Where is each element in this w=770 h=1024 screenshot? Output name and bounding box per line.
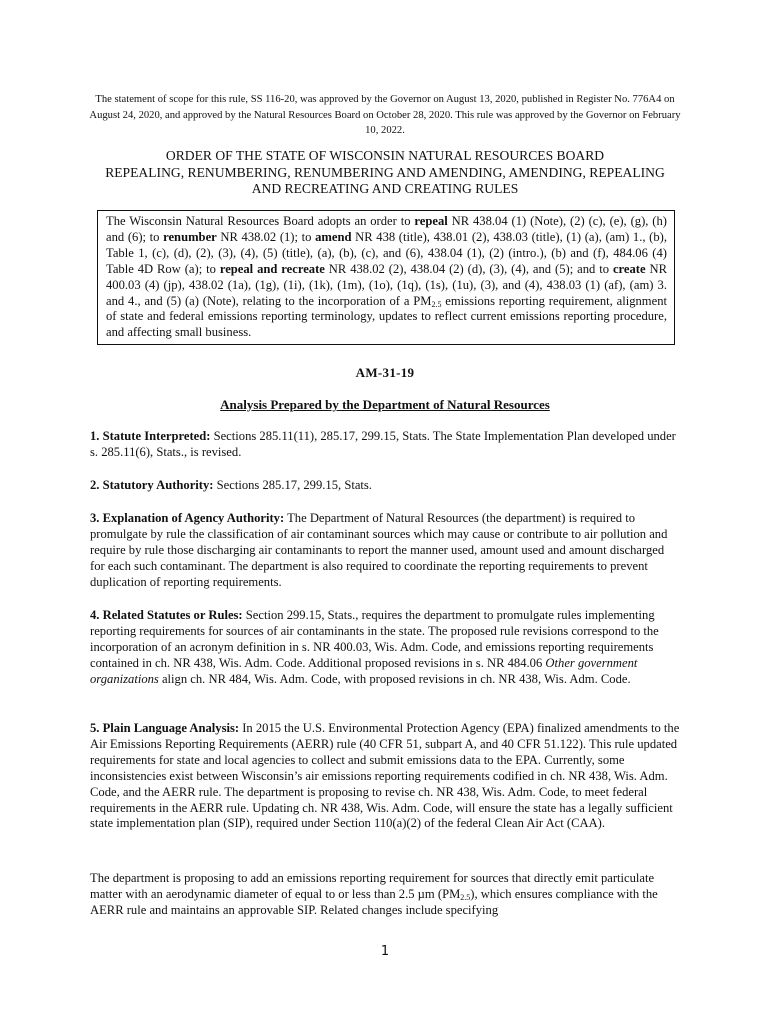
intro-text-7: emissions reporting requirement, alignment of state and federal emissions reporting terminology, updates to reflect current emissions reporting procedure, and affecting small business. [106, 293, 667, 340]
intro-keyword-repeal: repeal [414, 214, 448, 228]
section-heading: 3. Explanation of Agency Authority: [90, 511, 285, 525]
intro-text-5: NR 438.02 (2), 438.04 (2) (d), (3), (4), and (5); and to [324, 261, 613, 276]
section-body-continued: ), which ensures compliance with the AERR rule and maintains an approvable SIP. Related changes include specifying [90, 886, 658, 917]
section-heading: 4. Related Statutes or Rules: [90, 608, 243, 622]
section-body: The department is proposing to add an emissions reporting requirement for sources that directly emit particulate matter with an aerodynamic diameter of equal to or less than 2.5 µm (PM [90, 871, 655, 901]
order-title-line-3: AND RECREATING AND CREATING RULES [251, 181, 519, 196]
section-heading: 2. Statutory Authority: [90, 478, 214, 492]
section-statutory-authority [90, 478, 680, 494]
section-body: Sections 285.11(11), 285.17, 299.15, Stats. The State Implementation Plan developed under s. 285.11(6), Stats., is revised. [90, 429, 676, 459]
intro-keyword-amend: amend [315, 229, 352, 244]
section-plain-language-analysis [90, 721, 680, 832]
section-related-statutes [90, 608, 680, 688]
section-statute-interpreted [90, 429, 680, 461]
intro-keyword-repeal-recreate: repeal and recreate [219, 261, 325, 276]
section-body-continued: align ch. NR 484, Wis. Adm. Code, with proposed revisions in ch. NR 438, Wis. Adm. Code. [158, 671, 631, 686]
intro-text-6: NR 400.03 (4) (jp), 438.02 (1a), (1g), (1i), (1k), (1m), (1o), (1q), (1s), (1u), (3), and (4), 438.03 (1) (af), (am) 3. and 4., and (5) (a) (Note), relating to the incorporation of a PM [106, 261, 667, 308]
page-number: 1 [380, 944, 390, 959]
intro-text-4: NR 438 (title), 438.01 (2), 438.03 (title), (1) (a), (am) 1., (b), Table 1, (c), (d), (2), (3), (4), (5) (title), (a), (b), (c), and (6), 438.04 (1), (2) (intro.), (b) and (f), 484.06 (4) Table 4D Row (a); to [106, 229, 667, 276]
section-agency-authority [90, 511, 680, 591]
scope-statement: The statement of scope for this rule, SS 116-20, was approved by the Governor on August 13, 2020, published in Register No. 776A4 on August 24, 2020, and approved by the Natural Resources Board on October 28, 2020. This rule was approved by the Governor on February 10, 2022. [89, 94, 681, 136]
analysis-title: Analysis Prepared by the Department of Natural Resources [220, 397, 550, 412]
section-body: In 2015 the U.S. Environmental Protection Agency (EPA) finalized amendments to the Air Emissions Reporting Requirements (AERR) rule (40 CFR 51, subpart A, and 40 CFR 51.122). This rule updated requirements for state and local agencies to collect and submit emissions data to the EPA. Currently, some inconsistencies exist between Wisconsin’s air emissions reporting requirements codified in ch. NR 438, Wis. Adm. Code, and the AERR rule. The department is proposing to revise ch. NR 438, Wis. Adm. Code, to meet federal requirements in the AERR rule. Updating ch. NR 438, Wis. Adm. Code, will ensure the state has a legally sufficient state implementation plan (SIP), required under Section 110(a)(2) of the federal Clean Air Act (CAA). [90, 721, 680, 831]
intro-text-1: The Wisconsin Natural Resources Board adopts an order to [106, 214, 415, 228]
section-analysis-continued [90, 871, 680, 919]
pm-subscript: 2.5 [460, 892, 471, 902]
section-heading: 1. Statute Interpreted: [90, 429, 211, 443]
order-title-line-1: ORDER OF THE STATE OF WISCONSIN NATURAL RESOURCES BOARD [165, 148, 605, 163]
intro-keyword-renumber: renumber [163, 229, 217, 244]
am-number: AM-31-19 [355, 365, 415, 380]
section-italic-term: Other government organizations [90, 655, 638, 686]
order-summary-box [97, 210, 675, 345]
section-body: The Department of Natural Resources (the department) is required to promulgate by rule the classification of air contaminant sources which may cause or contribute to air pollution and require by rule those discharging air contaminants to report the manner used, amount used and amount discharged for each such contaminant. The department is also required to coordinate the reporting requirements to prevent duplication of reporting requirements. [90, 511, 668, 589]
intro-text-2: NR 438.04 (1) (Note), (2) (c), (e), (g), (h) and (6); to [106, 214, 667, 244]
intro-keyword-create: create [612, 261, 646, 276]
section-body: Section 299.15, Stats., requires the department to promulgate rules implementing reporting requirements for sources of air contaminants in the state. The proposed rule revisions correspond to the incorporation of an acronym definition in s. NR 400.03, Wis. Adm. Code, and emissions reporting requirements contained in ch. NR 438, Wis. Adm. Code. Additional proposed revisions in s. NR 484.06 [90, 608, 659, 670]
section-body: Sections 285.17, 299.15, Stats. [213, 478, 372, 492]
intro-text-3: NR 438.02 (1); to [216, 229, 316, 244]
section-heading: 5. Plain Language Analysis: [90, 721, 240, 735]
intro-subscript: 2.5 [431, 299, 442, 309]
order-title [88, 148, 682, 198]
order-title-line-2: REPEALING, RENUMBERING, RENUMBERING AND AMENDING, AMENDING, REPEALING [105, 164, 665, 180]
